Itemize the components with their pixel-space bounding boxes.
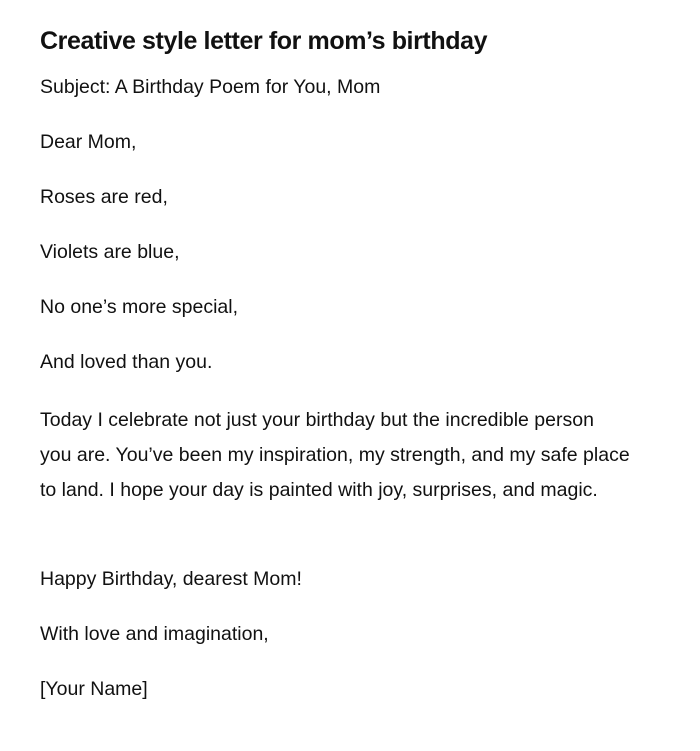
greeting: Dear Mom, xyxy=(40,131,137,153)
birthday-wish: Happy Birthday, dearest Mom! xyxy=(40,568,302,590)
body-paragraph: Today I celebrate not just your birthday but the incredible person you are. You’ve been my inspiration, my strength, and my safe place to land. I hope your day is painted with joy, surprises, and magic. xyxy=(40,409,630,501)
poem-line: No one’s more special, xyxy=(40,296,238,318)
poem-line: And loved than you. xyxy=(40,351,213,373)
poem-line: Roses are red, xyxy=(40,186,168,208)
poem-line: Violets are blue, xyxy=(40,241,180,263)
closing-line: With love and imagination, xyxy=(40,623,269,645)
signature: [Your Name] xyxy=(40,678,148,700)
page-title: Creative style letter for mom’s birthday xyxy=(40,27,488,55)
subject-line: Subject: A Birthday Poem for You, Mom xyxy=(40,76,381,98)
